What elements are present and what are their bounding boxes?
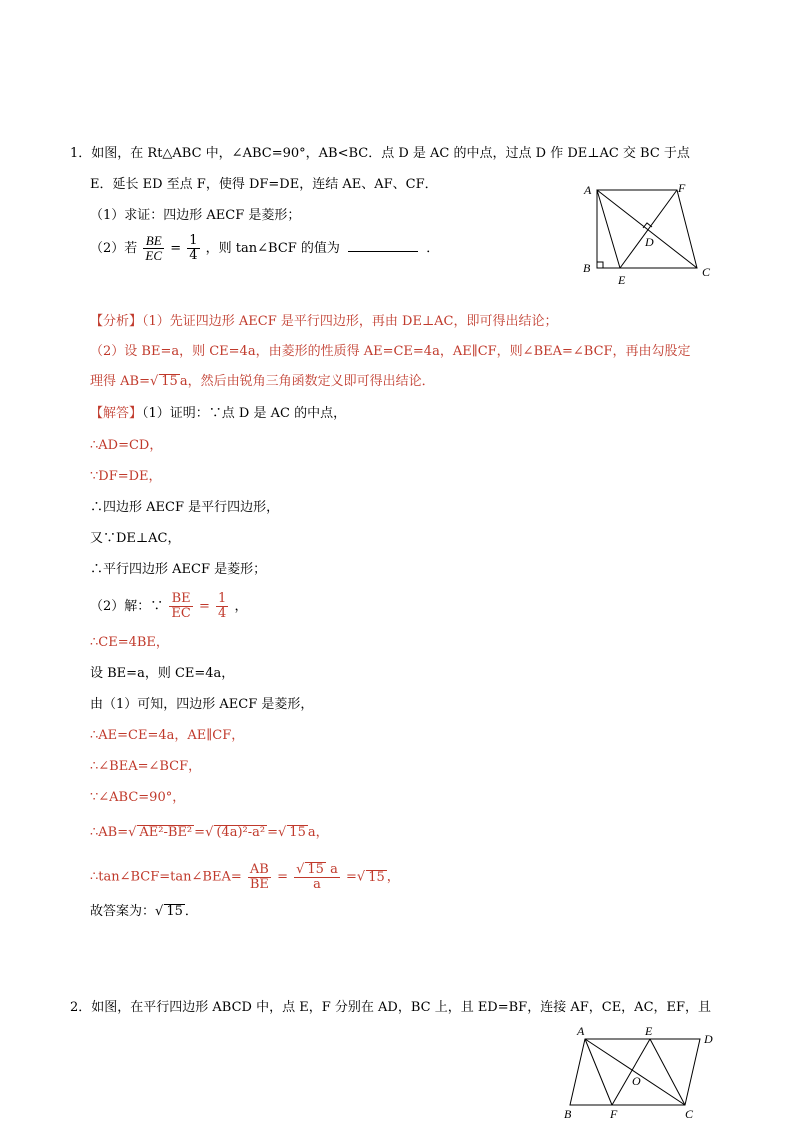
answer-s5: 又∵DE⊥AC，	[90, 531, 181, 546]
answer-s7-frac1	[169, 592, 192, 621]
fig1-label-c: C	[702, 265, 711, 279]
equals: =	[199, 599, 210, 614]
answer-s2: ∴AD=CD，	[90, 438, 163, 453]
fig2-label-c: C	[685, 1107, 694, 1120]
frac-den: EC	[145, 248, 163, 263]
sqrt-sign: √	[356, 869, 366, 885]
fig1-right-angle-b	[597, 262, 603, 268]
sqrt-sign: √	[149, 374, 159, 389]
frac-num: 1	[189, 233, 198, 248]
answer-tag: 【解答】	[90, 406, 143, 421]
answer-s15	[90, 862, 400, 892]
answer-line1	[90, 405, 346, 423]
answer-s16-pre: 故答案为：	[90, 904, 156, 919]
answer-s8: ∴CE=4BE，	[90, 635, 169, 650]
fig1-ac	[597, 190, 697, 268]
equals: =	[194, 825, 206, 840]
answer-s7-frac2	[216, 592, 228, 621]
analysis-l3-post: a，然后由锐角三角函数定义即可得出结论．	[179, 374, 435, 389]
fig1-label-f: F	[678, 181, 686, 195]
answer-s16-post: ．	[184, 904, 198, 919]
answer-s13: ∵∠ABC=90°，	[90, 790, 186, 805]
fig2-ac	[585, 1039, 685, 1105]
frac-num: AB	[248, 863, 271, 878]
q1-stem-2: E．延长 ED 至点 F，使得 DF=DE，连结 AE、AF、CF．	[90, 177, 438, 192]
frac-num: 1	[218, 591, 227, 606]
q1-figure	[575, 178, 725, 288]
frac-den: EC	[171, 606, 191, 621]
answer-s9: 设 BE=a，则 CE=4a，	[90, 666, 235, 681]
fig1-label-e: E	[618, 273, 626, 287]
analysis-tag: 【分析】	[90, 314, 143, 329]
answer-s15-post: ，	[386, 869, 400, 885]
q2-figure	[560, 1022, 730, 1120]
q2-line1	[70, 999, 711, 1017]
q1-part2-post: ，则 tan∠BCF 的值为	[205, 241, 340, 256]
answer-s16	[90, 903, 198, 921]
sqrt-radicand: AE²-BE²	[139, 825, 193, 840]
analysis-text-1: （1）先证四边形 AECF 是平行四边形，再由 DE⊥AC，即可得出结论；	[142, 314, 558, 329]
sqrt-radicand: 15	[307, 862, 324, 877]
fig1-label-d: D	[645, 235, 654, 249]
sqrt-radicand: 15	[289, 825, 306, 840]
sqrt-radicand: 15	[166, 904, 183, 919]
fig2-ec	[650, 1039, 685, 1105]
sqrt-sign: √	[128, 825, 137, 840]
fig2-af	[585, 1039, 612, 1105]
sqrt-radicand: 15	[161, 374, 178, 389]
fig1-label-b: B	[583, 261, 591, 275]
answer-s14-post: a，	[307, 825, 329, 840]
q1-stem-1: 如图，在 Rt△ABC 中，∠ABC=90°，AB<BC．点 D 是 AC 的中点，过点 D 作 DE⊥AC 交 BC 于点	[91, 146, 690, 161]
fig2-ef	[612, 1039, 650, 1105]
q2-stem-1: 如图，在平行四边形 ABCD 中，点 E，F 分别在 AD，BC 上，且 ED=BF，连接 AF，CE，AC，EF，且	[91, 1000, 712, 1015]
frac-den: 4	[218, 606, 227, 621]
answer-s15-pre: ∴tan∠BCF=tan∠BEA=	[90, 869, 242, 885]
sqrt-radicand: 15	[368, 869, 385, 885]
fig2-label-e: E	[645, 1024, 653, 1038]
fig1-label-a: A	[584, 183, 592, 197]
frac-den: a	[313, 877, 321, 892]
answer-s4: ∴四边形 AECF 是平行四边形，	[90, 500, 280, 515]
answer-s10: 由（1）可知，四边形 AECF 是菱形，	[90, 697, 314, 712]
answer-s15-frac2	[294, 862, 340, 892]
frac-den: 4	[189, 248, 198, 263]
fig1-ef	[620, 190, 677, 268]
sqrt-radicand: (4a)²-a²	[216, 825, 266, 840]
answer-s6: ∴平行四边形 AECF 是菱形；	[90, 562, 267, 577]
answer-s11: ∴AE=CE=4a，AE∥CF，	[90, 728, 245, 743]
analysis-line2: （2）设 BE=a，则 CE=4a，由菱形的性质得 AE=CE=4a，AE∥CF，则∠BEA=∠BCF，再由勾股定	[90, 344, 691, 359]
frac-num	[294, 862, 340, 878]
q1-line1	[70, 145, 690, 163]
answer-s7	[90, 592, 247, 621]
analysis-line1	[90, 313, 558, 331]
q2-number: 2．	[70, 1000, 92, 1015]
equals: =	[170, 241, 182, 256]
frac-num: BE	[169, 592, 192, 607]
sqrt-sign: √	[205, 825, 214, 840]
answer-blank[interactable]	[348, 239, 418, 252]
fig2-label-b: B	[564, 1107, 572, 1120]
answer-s12: ∴∠BEA=∠BCF，	[90, 759, 202, 774]
fig2-label-o: O	[632, 1074, 641, 1088]
answer-s3: ∵DF=DE，	[90, 469, 162, 484]
fig2-label-d: D	[704, 1032, 713, 1046]
frac-num-tail: a	[325, 862, 338, 877]
sqrt-sign: √	[278, 825, 287, 840]
q1-number: 1．	[70, 146, 92, 161]
answer-s15-frac1	[248, 863, 271, 892]
q1-part2-frac1	[143, 234, 164, 263]
equals: =	[345, 869, 357, 885]
equals: =	[277, 869, 288, 885]
answer-s7-pre: （2）解：∵	[90, 599, 164, 614]
answer-s1: （1）证明：∵点 D 是 AC 的中点，	[142, 406, 347, 421]
answer-s14	[90, 824, 329, 842]
analysis-l3-pre: 理得 AB=	[90, 374, 150, 389]
frac-num: BE	[143, 234, 164, 249]
answer-s14-pre: ∴AB=	[90, 825, 129, 840]
equals: =	[267, 825, 278, 840]
q1-part1: （1）求证：四边形 AECF 是菱形；	[90, 208, 301, 223]
fig2-label-a: A	[577, 1024, 585, 1038]
sqrt-sign: √	[155, 904, 164, 919]
fig2-label-f: F	[610, 1107, 618, 1120]
analysis-line3	[90, 373, 435, 391]
answer-s7-post: ，	[234, 599, 248, 614]
frac-den: BE	[249, 876, 269, 892]
q1-part2-pre: （2）若	[90, 241, 138, 256]
q1-part2-frac2	[187, 234, 199, 263]
q1-part2-end: ．	[426, 241, 440, 256]
sqrt-sign: √	[296, 862, 305, 877]
q1-part2	[90, 234, 439, 263]
